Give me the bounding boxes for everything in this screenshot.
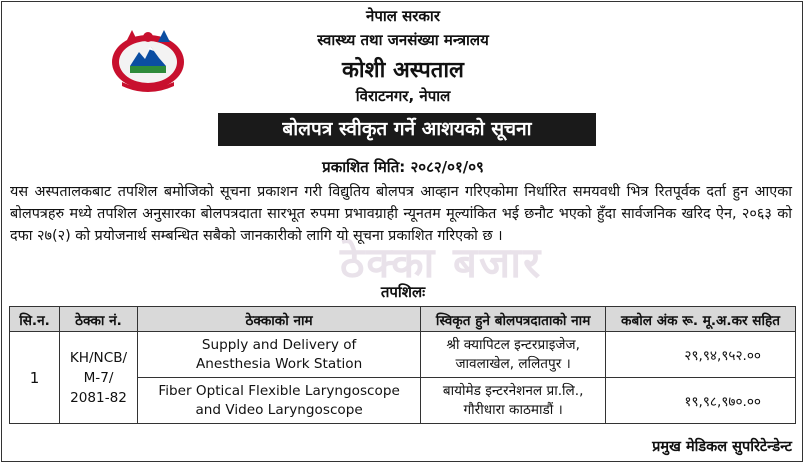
amount-cell: २९,९४,९५२.००	[606, 332, 796, 378]
bidder-cell	[421, 332, 606, 378]
published-date: प्रकाशित मिति: २०८२/०१/०९	[322, 158, 484, 176]
table-row	[10, 332, 796, 378]
table-header-row	[10, 307, 796, 332]
col-amount: कबोल अंक रू. मू.अ.कर सहित	[606, 307, 796, 332]
contract-name-line: and Video Laryngoscope	[195, 401, 363, 418]
location: विराटनगर, नेपाल	[355, 87, 451, 105]
notice-body: यस अस्पतालकबाट तपशिल बमोजिको सूचना प्रकाशन गरी विद्युतिय बोलपत्र आव्हान गरिएकोमा निर्धारित समयवधी भित्र रितपूर्वक दर्ता हुन आएका बोलपत्रहरु मध्ये तपशिल अनुसारका बोलपत्रदाता सारभूत रुपमा प्रभावग्राही न्यूनतम मूल्यांकित भई छनौट भएको हुँदा सार्वजनिक खरिद ऐन, २०६३ को दफा २७(२) को प्रयोजनार्थ सम्बन्धित सबैको जानकारीको लागि यो सूचना प्रकाशित गरिएको छ ।	[10, 184, 792, 244]
govt-title: नेपाल सरकार	[366, 7, 440, 25]
details-heading: तपशिलः	[380, 283, 426, 301]
contract-no-cell	[60, 332, 138, 424]
contract-name-cell	[138, 378, 421, 424]
contract-no-line: 2081-82	[70, 389, 127, 406]
serial-cell: 1	[10, 332, 60, 424]
amount-cell: १९,९८,९७०.००	[606, 378, 796, 424]
col-serial: सि.न.	[10, 307, 60, 332]
contract-no-line: M-7/	[83, 369, 114, 386]
contract-no-line: KH/NCB/	[69, 349, 128, 366]
hospital-title: कोशी अस्पताल	[342, 58, 464, 83]
bidder-line: बायोमेड इन्टरनेशनल प्रा.लि.,	[442, 382, 584, 399]
bidder-cell	[421, 378, 606, 424]
contract-name-line: Supply and Delivery of	[201, 336, 357, 353]
contract-name-line: Fiber Optical Flexible Laryngoscope	[158, 382, 400, 399]
contract-name-cell	[138, 332, 421, 378]
notice-title-banner: बोलपत्र स्वीकृत गर्ने आशयको सूचना	[218, 113, 596, 146]
bidder-line: श्री क्यापिटल इन्टरप्राइजेज,	[446, 336, 580, 353]
contract-name-line: Anesthesia Work Station	[195, 355, 363, 372]
bidder-line: गौरीधारा काठमाडौं ।	[463, 401, 563, 418]
watermark: ठेक्का बजार	[340, 238, 543, 287]
bidder-line: जावलाखेल, ललितपुर ।	[455, 355, 571, 372]
col-bidder: स्विकृत हुने बोलपत्रदाताको नाम	[421, 307, 606, 332]
ministry-title: स्वास्थ्य तथा जनसंख्या मन्त्रालय	[317, 31, 489, 49]
signature: प्रमुख मेडिकल सुपरिटेन्डेन्ट	[652, 439, 792, 455]
col-contract-no: ठेक्का नं.	[60, 307, 138, 332]
col-contract-name: ठेक्काको नाम	[138, 307, 421, 332]
award-table	[9, 306, 796, 424]
